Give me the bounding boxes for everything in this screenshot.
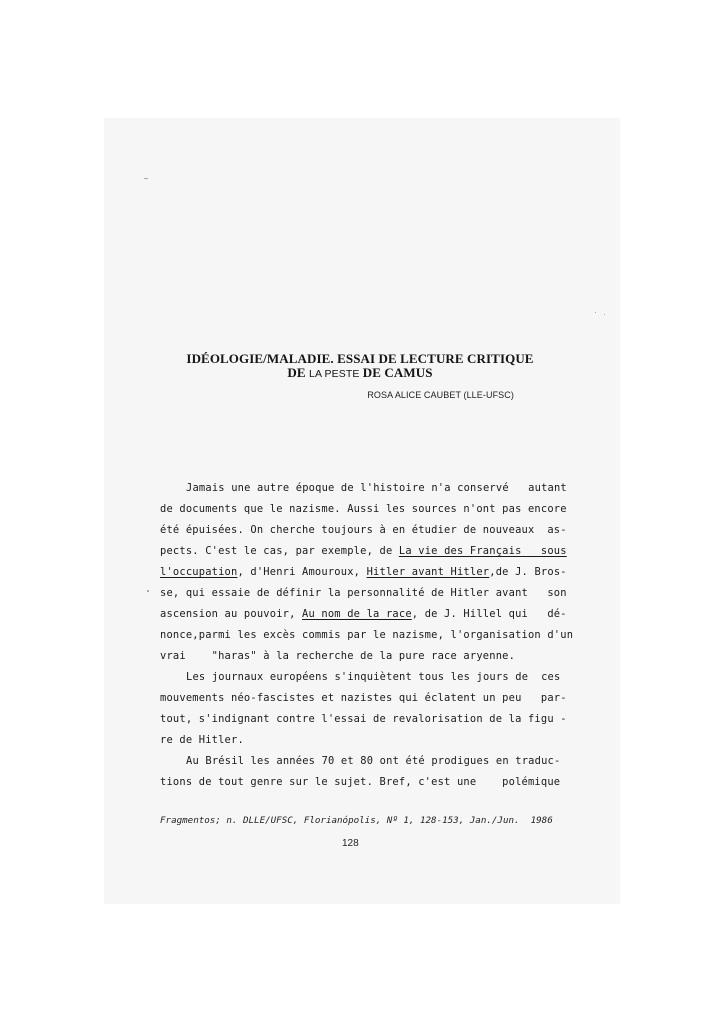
body-line-4-text: pects. C'est le cas, par exemple, de <box>160 545 399 557</box>
body-line-5-text-b: ,de J. Bros- <box>489 566 567 578</box>
title-line-2-suffix: DE CAMUS <box>359 365 433 380</box>
body-line-3: été épuisées. On cherche toujours à en étudier de nouveaux as- <box>160 524 567 536</box>
body-line-11: mouvements néo-fascistes et nazistes qui éclatent un peu par- <box>160 692 567 704</box>
title-line-1: IDÉOLOGIE/MALADIE. ESSAI DE LECTURE CRITIQUE <box>186 351 534 366</box>
scan-speck <box>144 178 148 179</box>
body-line-14: Au Brésil les années 70 et 80 ont été prodigues en traduc- <box>186 755 561 767</box>
body-line-4 <box>160 545 567 557</box>
body-line-1: Jamais une autre époque de l'histoire n'a conservé autant <box>186 482 567 494</box>
body-line-7-text-a: ascension au pouvoir, <box>160 608 303 620</box>
book-title-vie-des-francais: La vie des Français sous <box>398 545 567 557</box>
scan-speck <box>604 314 605 315</box>
body-line-12: tout, s'indignant contre l'essai de revalorisation de la figu - <box>160 713 567 725</box>
book-title-hitler-avant-hitler: Hitler avant Hitler <box>366 566 490 578</box>
body-line-10: Les journaux européens s'inquiètent tous les jours de ces <box>186 671 561 683</box>
page-number: 128 <box>342 838 359 849</box>
title-line-2 <box>160 366 560 381</box>
body-line-7-text-b: , de J. Hillel qui dé- <box>411 608 567 620</box>
journal-footer: Fragmentos; n. DLLE/UFSC, Florianópolis, Nº 1, 128-153, Jan./Jun. 1986 <box>160 815 553 826</box>
body-line-5-text-a: , d'Henri Amouroux, <box>237 566 367 578</box>
book-title-au-nom-de-la-race: Au nom de la race <box>302 608 412 620</box>
body-line-9: vrai "haras" à la recherche de la pure race aryenne. <box>160 650 516 662</box>
body-line-5 <box>160 566 567 578</box>
body-line-2: de documents que le nazisme. Aussi les sources n'ont pas encore <box>160 503 567 515</box>
title-line-2-prefix: DE <box>287 365 310 380</box>
body-line-13: re de Hitler. <box>160 734 244 746</box>
book-title-occupation: l'occupation <box>160 566 238 578</box>
author-line: ROSA ALICE CAUBET (LLE-UFSC) <box>367 390 514 400</box>
body-line-6: se, qui essaie de définir la personnalité de Hitler avant son <box>160 587 567 599</box>
scan-speck <box>595 312 596 313</box>
article-title <box>160 352 560 381</box>
body-line-15: tions de tout genre sur le sujet. Bref, c'est une polémique <box>160 776 561 788</box>
title-book-name: LA PESTE <box>309 368 360 380</box>
body-line-8: nonce,parmi les excès commis par le nazisme, l'organisation d'un <box>160 629 574 641</box>
body-line-7 <box>160 608 567 620</box>
scan-speck <box>147 590 149 592</box>
